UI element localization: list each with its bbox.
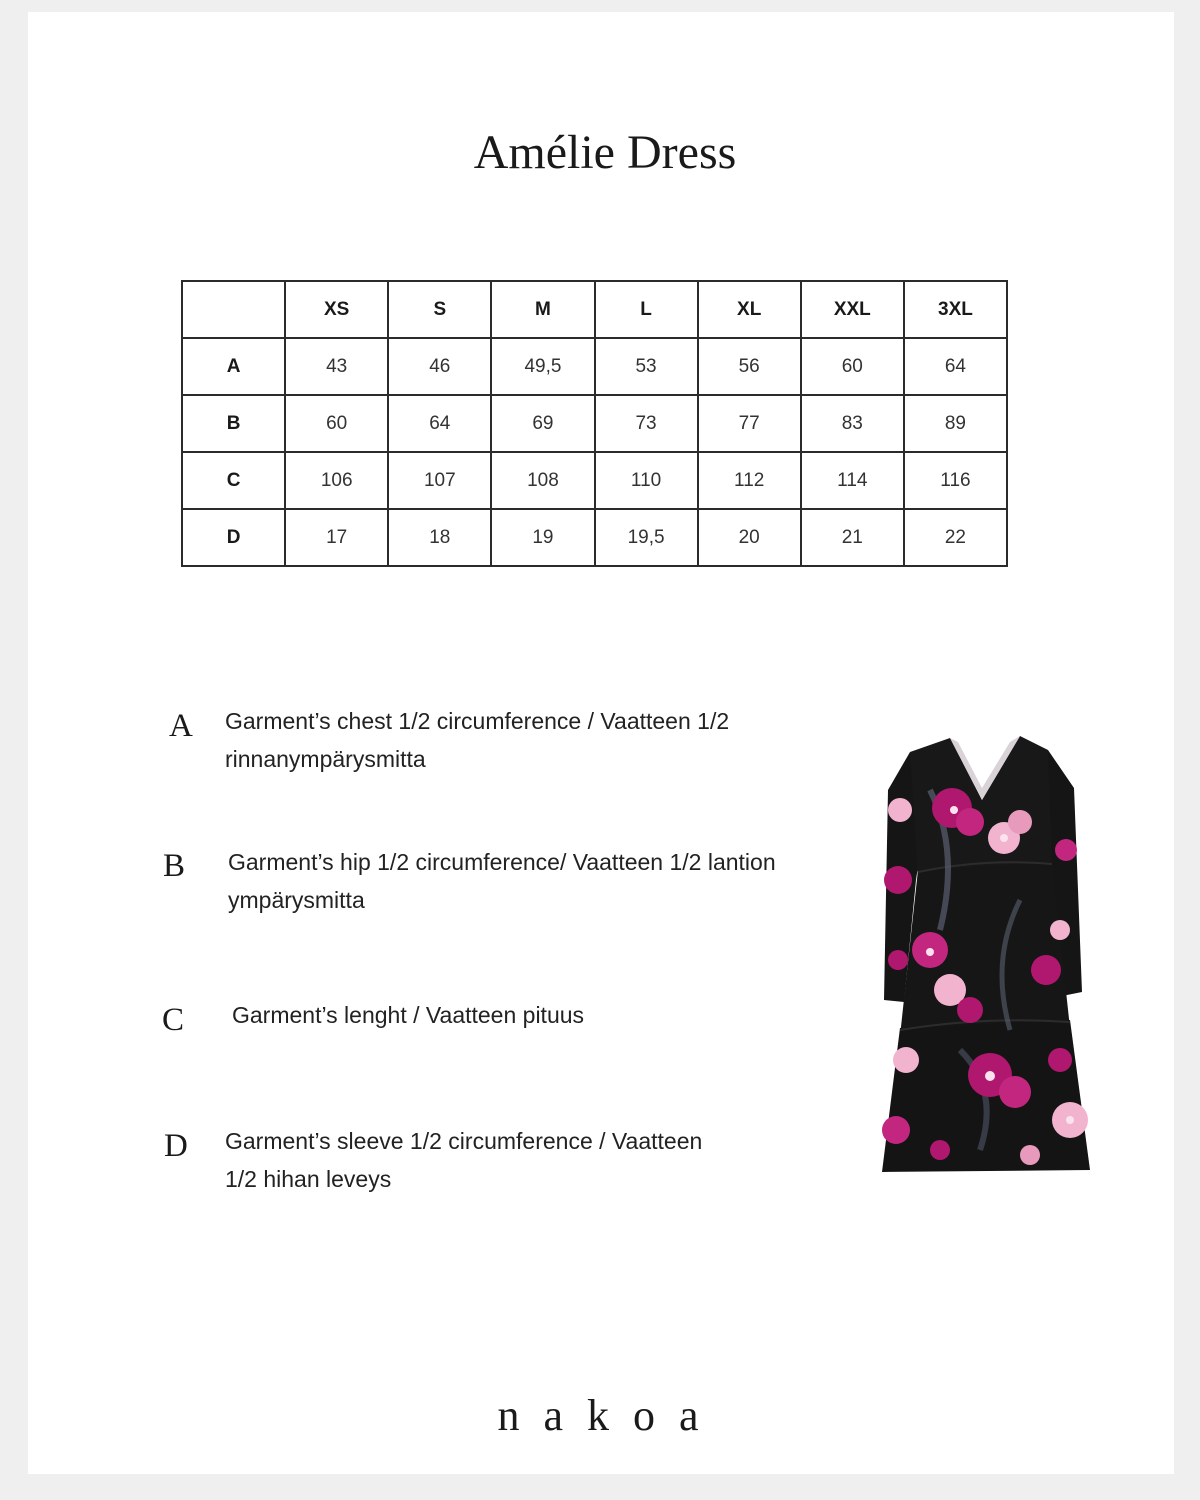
- row-label-d: D: [182, 509, 285, 566]
- legend-text-a: [225, 702, 729, 778]
- table-cell: 43: [285, 338, 388, 395]
- table-cell: 18: [388, 509, 491, 566]
- legend-text-b: [228, 843, 776, 919]
- legend-line: Garment’s hip 1/2 circumference/ Vaatteen 1/2 lantion: [228, 849, 776, 875]
- table-corner-cell: [182, 281, 285, 338]
- table-cell: 106: [285, 452, 388, 509]
- table-cell: 21: [801, 509, 904, 566]
- legend-letter-a: A: [169, 708, 193, 744]
- table-cell: 89: [904, 395, 1007, 452]
- row-label-a: A: [182, 338, 285, 395]
- table-cell: 56: [698, 338, 801, 395]
- table-cell: 46: [388, 338, 491, 395]
- table-cell: 53: [595, 338, 698, 395]
- legend-text-c: [232, 996, 584, 1034]
- table-cell: 110: [595, 452, 698, 509]
- size-table: [181, 280, 1008, 567]
- table-cell: 17: [285, 509, 388, 566]
- table-cell: 60: [285, 395, 388, 452]
- table-row-a: [182, 338, 1007, 395]
- table-cell: 107: [388, 452, 491, 509]
- table-cell: 60: [801, 338, 904, 395]
- table-cell: 69: [491, 395, 594, 452]
- table-cell: 73: [595, 395, 698, 452]
- table-cell: 83: [801, 395, 904, 452]
- size-header-m: M: [491, 281, 594, 338]
- table-row-d: [182, 509, 1007, 566]
- table-cell: 64: [388, 395, 491, 452]
- table-cell: 116: [904, 452, 1007, 509]
- table-cell: 77: [698, 395, 801, 452]
- row-label-b: B: [182, 395, 285, 452]
- table-cell: 114: [801, 452, 904, 509]
- size-header-xs: XS: [285, 281, 388, 338]
- brand-logo: nakoa: [497, 1391, 723, 1440]
- size-header-3xl: 3XL: [904, 281, 1007, 338]
- dress-photo: [870, 730, 1100, 1175]
- legend-text-d: [225, 1122, 702, 1198]
- legend-letter-b: B: [163, 848, 186, 884]
- legend-line: ympärysmitta: [228, 887, 365, 913]
- size-header-l: L: [595, 281, 698, 338]
- table-cell: 19,5: [595, 509, 698, 566]
- table-cell: 49,5: [491, 338, 594, 395]
- legend-letter-c: C: [162, 1002, 185, 1038]
- legend-line: 1/2 hihan leveys: [225, 1166, 392, 1192]
- table-cell: 64: [904, 338, 1007, 395]
- legend-line: rinnanympärysmitta: [225, 746, 426, 772]
- table-cell: 108: [491, 452, 594, 509]
- size-header-xl: XL: [698, 281, 801, 338]
- legend-line: Garment’s sleeve 1/2 circumference / Vaatteen: [225, 1128, 703, 1154]
- table-header-row: [182, 281, 1007, 338]
- size-header-s: S: [388, 281, 491, 338]
- table-cell: 19: [491, 509, 594, 566]
- size-header-xxl: XXL: [801, 281, 904, 338]
- table-row-c: [182, 452, 1007, 509]
- table-cell: 112: [698, 452, 801, 509]
- table-cell: 22: [904, 509, 1007, 566]
- legend-line: Garment’s lenght / Vaatteen pituus: [232, 1002, 585, 1028]
- legend-line: Garment’s chest 1/2 circumference / Vaatteen 1/2: [225, 708, 730, 734]
- table-row-b: [182, 395, 1007, 452]
- page-title: Amélie Dress: [473, 126, 737, 179]
- legend-letter-d: D: [164, 1128, 188, 1164]
- table-cell: 20: [698, 509, 801, 566]
- row-label-c: C: [182, 452, 285, 509]
